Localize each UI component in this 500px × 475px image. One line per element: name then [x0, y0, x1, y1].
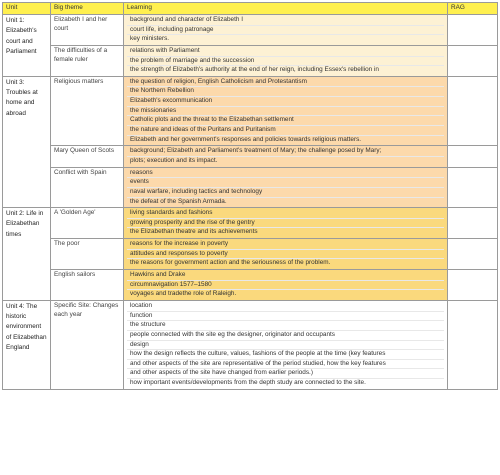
table-row — [3, 146, 498, 167]
table-row — [3, 15, 498, 46]
learning-item: the nature and ideas of the Puritans and Puritanism — [127, 126, 444, 136]
rag-cell[interactable] — [448, 146, 498, 167]
learning-item: the missionaries — [127, 107, 444, 117]
learning-item: and other aspects of the site have changed from earlier periods.) — [127, 369, 444, 379]
learning-item: court life, including patronage — [127, 26, 444, 36]
learning-item: the reasons for government action and the seriousness of the problem. — [130, 259, 331, 267]
table-row — [3, 76, 498, 145]
learning-item: relations with Parliament — [127, 47, 444, 57]
learning-item: the structure — [127, 321, 444, 331]
learning-item: Hawkins and Drake — [127, 271, 444, 281]
rag-cell[interactable] — [448, 208, 498, 239]
learning-item: background; Elizabeth and Parliament's treatment of Mary; the challenge posed by Mary; — [127, 147, 444, 157]
learning-item: the Northern Rebellion — [127, 87, 444, 97]
learning-cell — [124, 167, 448, 208]
learning-item: function — [127, 312, 444, 322]
table-row — [3, 167, 498, 208]
learning-item: naval warfare, including tactics and technology — [127, 188, 444, 198]
learning-item: people connected with the site eg the designer, originator and occupants — [127, 331, 444, 341]
rag-cell[interactable] — [448, 76, 498, 145]
table-row — [3, 208, 498, 239]
learning-item: and other aspects of the site are representative of the period studied, how the key features — [127, 360, 444, 370]
learning-item: design — [127, 341, 444, 351]
rag-cell[interactable] — [448, 239, 498, 270]
learning-item: location — [127, 302, 444, 312]
header-big-theme: Big theme — [51, 3, 124, 15]
learning-item: the defeat of the Spanish Armada. — [130, 197, 227, 205]
header-learning: Learning — [124, 3, 448, 15]
learning-item: plots; execution and its impact. — [130, 156, 218, 164]
learning-item: voyages and tradethe role of Raleigh. — [130, 290, 237, 298]
learning-item: attitudes and responses to poverty — [127, 250, 444, 260]
rag-cell[interactable] — [448, 167, 498, 208]
learning-cell — [124, 208, 448, 239]
learning-item: the strength of Elizabeth's authority at the end of her reign, including Essex's rebellion in — [130, 66, 379, 74]
header-rag: RAG — [448, 3, 498, 15]
unit-cell: Unit 2: Life in Elizabethan times — [3, 208, 51, 301]
learning-item: background and character of Elizabeth I — [127, 16, 444, 26]
learning-cell — [124, 239, 448, 270]
learning-item: living standards and fashions — [127, 209, 444, 219]
learning-cell — [124, 300, 448, 389]
learning-cell — [124, 76, 448, 145]
learning-item: the Elizabethan theatre and its achievements — [130, 228, 258, 236]
learning-item: how the design reflects the culture, values, fashions of the people at the time (key features — [127, 350, 444, 360]
learning-item: events — [127, 178, 444, 188]
learning-item: the problem of marriage and the succession — [127, 57, 444, 67]
learning-cell — [124, 146, 448, 167]
learning-item: Elizabeth's excommunication — [127, 97, 444, 107]
table-row — [3, 239, 498, 270]
learning-cell — [124, 45, 448, 76]
learning-cell — [124, 15, 448, 46]
big-theme-cell: English sailors — [51, 270, 124, 301]
learning-item: how important events/developments from the depth study are connected to the site. — [130, 379, 366, 387]
learning-item: key ministers. — [130, 35, 170, 43]
learning-item: circumnavigation 1577–1580 — [127, 281, 444, 291]
unit-cell: Unit 3: Troubles at home and abroad — [3, 76, 51, 207]
learning-cell — [124, 270, 448, 301]
table-row — [3, 300, 498, 389]
big-theme-cell: Specific Site: Changes each year — [51, 300, 124, 389]
learning-item: the question of religion, English Catholicism and Protestantism — [127, 78, 444, 88]
header-unit: Unit — [3, 3, 51, 15]
big-theme-cell: Conflict with Spain — [51, 167, 124, 208]
learning-item: growing prosperity and the rise of the gentry — [127, 219, 444, 229]
big-theme-cell: A 'Golden Age' — [51, 208, 124, 239]
unit-cell: Unit 1: Elizabeth's court and Parliament — [3, 15, 51, 77]
learning-item: Elizabeth and her government's responses and policies towards religious matters. — [130, 135, 362, 143]
big-theme-cell: The difficulties of a female ruler — [51, 45, 124, 76]
big-theme-cell: Religious matters — [51, 76, 124, 145]
rag-cell[interactable] — [448, 15, 498, 46]
header-row — [3, 3, 498, 15]
learning-item: reasons — [127, 169, 444, 179]
rag-cell[interactable] — [448, 45, 498, 76]
unit-cell: Unit 4: The historic environment of Elizabethan England — [3, 300, 51, 389]
big-theme-cell: The poor — [51, 239, 124, 270]
learning-item: Catholic plots and the threat to the Elizabethan settlement — [127, 116, 444, 126]
big-theme-cell: Mary Queen of Scots — [51, 146, 124, 167]
rag-cell[interactable] — [448, 300, 498, 389]
learning-item: reasons for the increase in poverty — [127, 240, 444, 250]
table-row — [3, 45, 498, 76]
table-row — [3, 270, 498, 301]
rag-cell[interactable] — [448, 270, 498, 301]
big-theme-cell: Elizabeth I and her court — [51, 15, 124, 46]
learning-plan-table — [2, 2, 498, 390]
